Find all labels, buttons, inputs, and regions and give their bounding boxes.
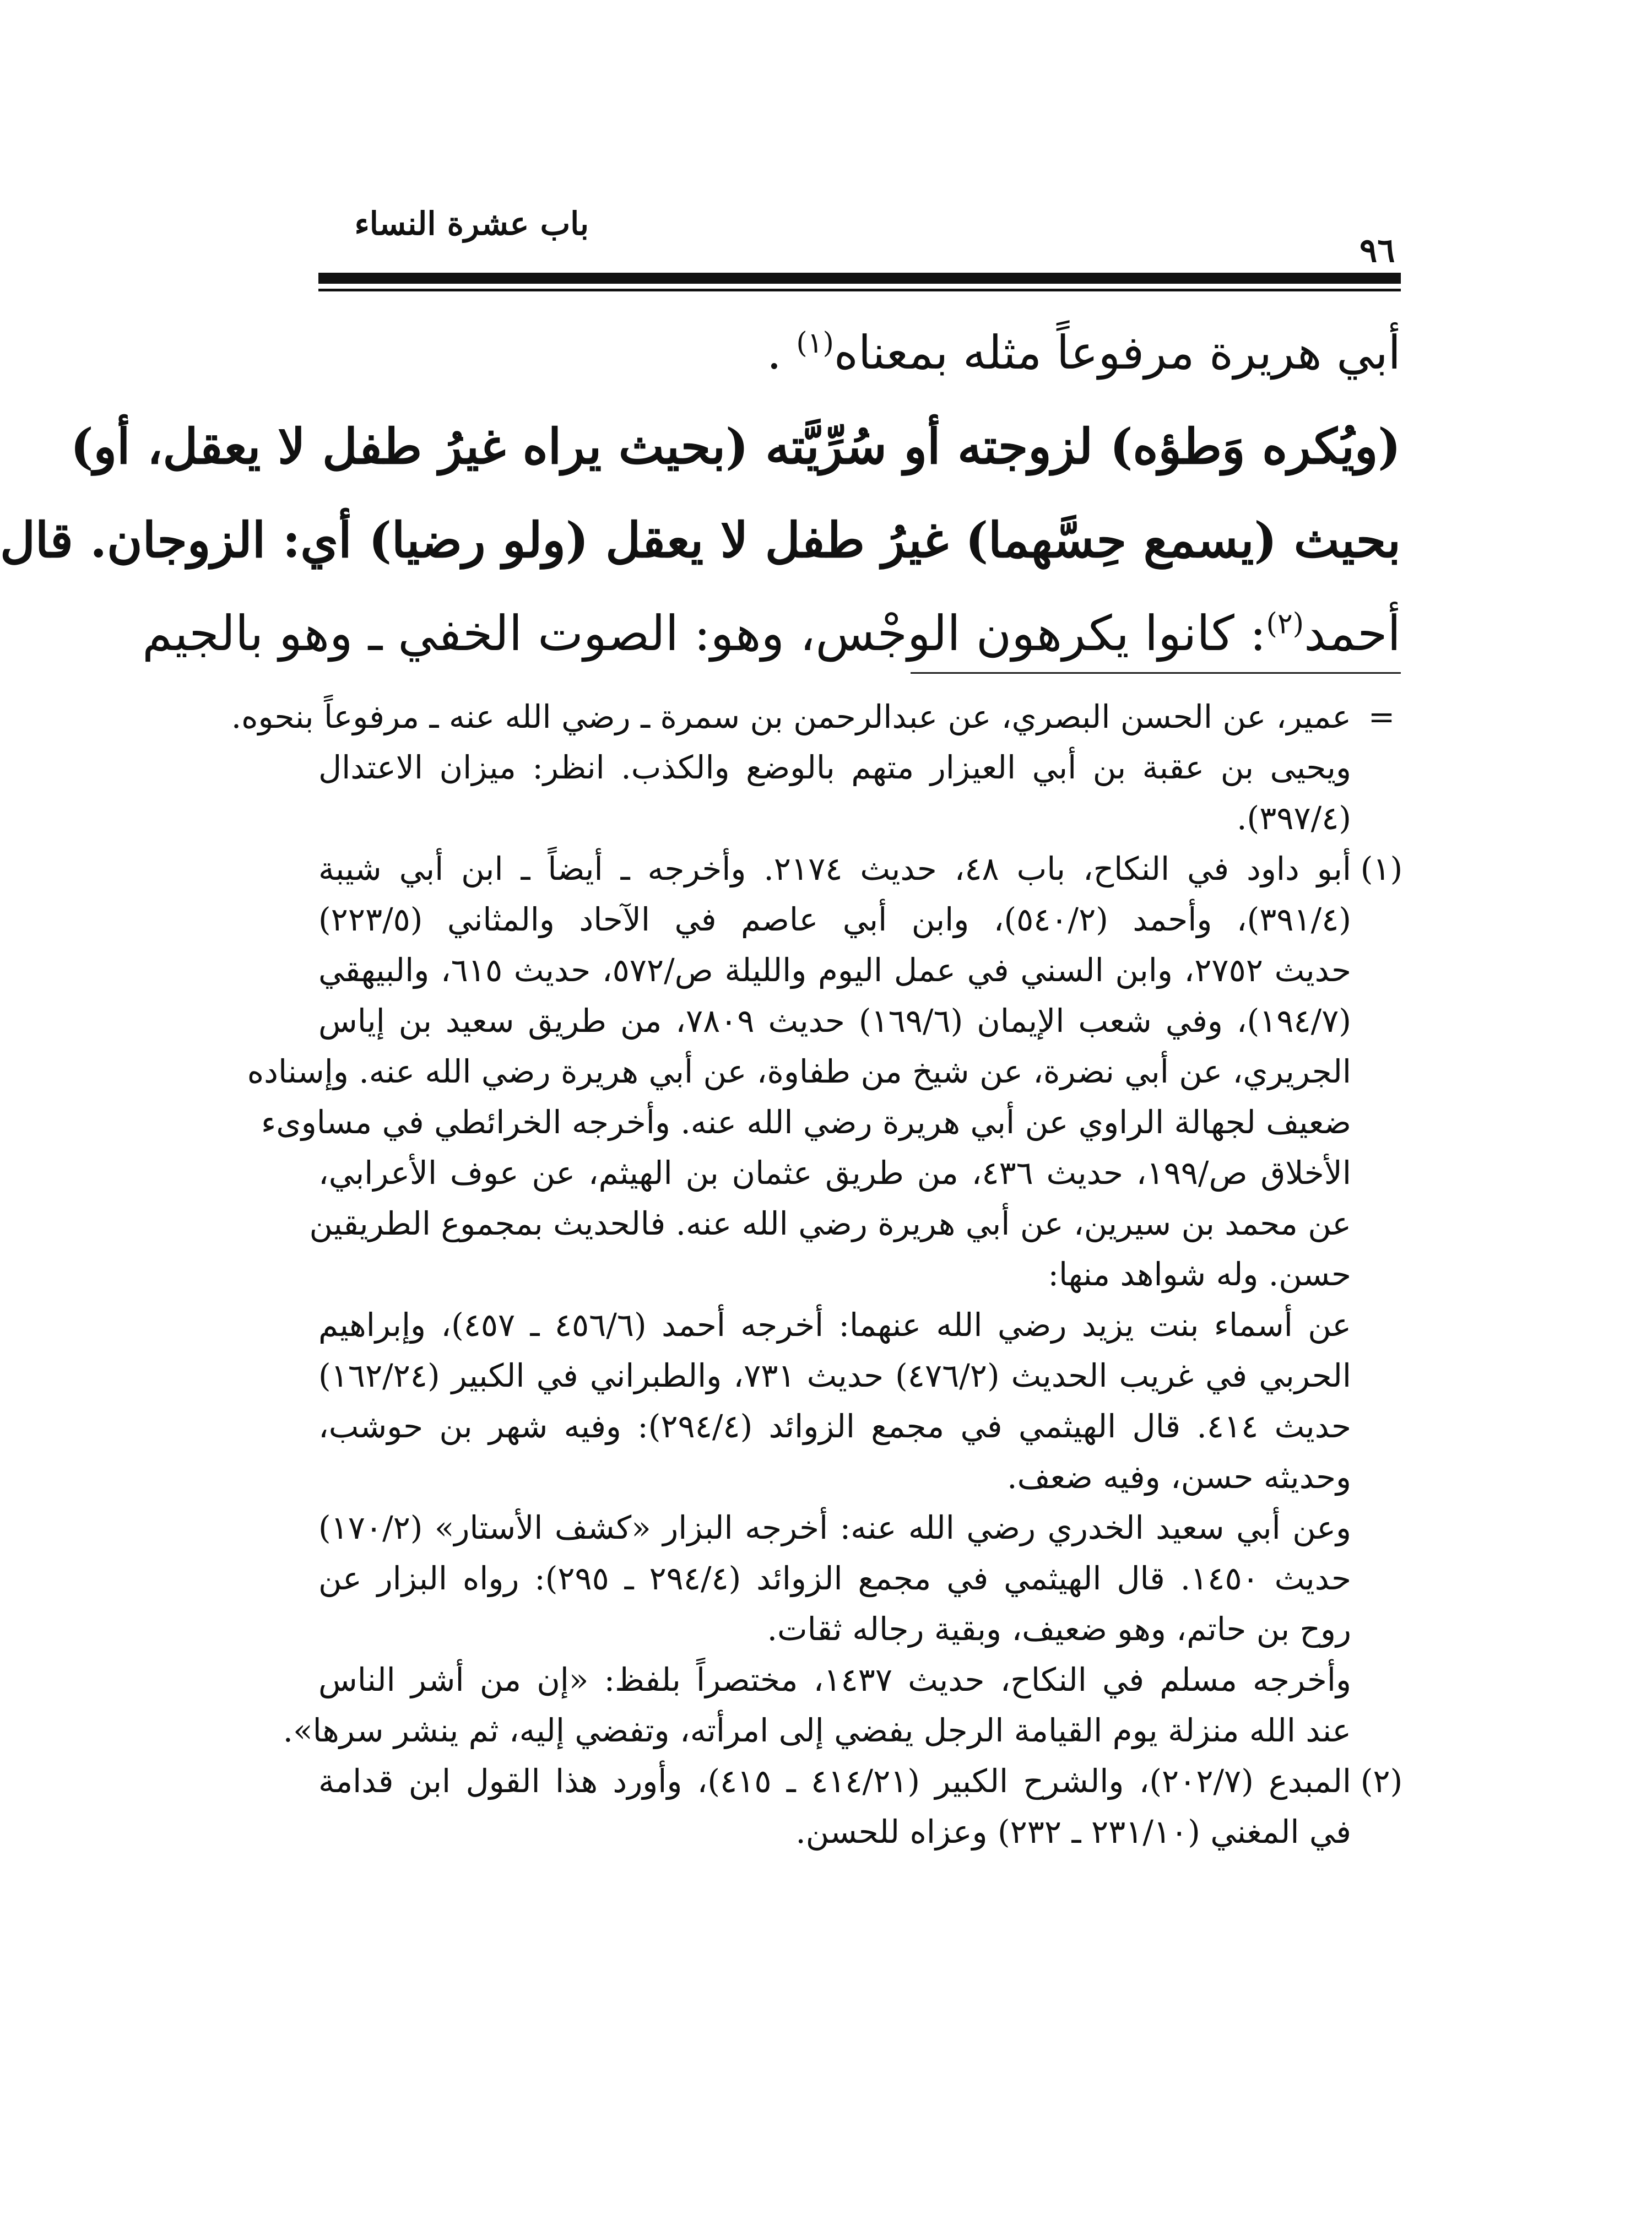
- footnote-line: عمير، عن الحسن البصري، عن عبدالرحمن بن سمرة ـ رضي الله عنه ـ مرفوعاً بنحوه.: [231, 698, 1351, 735]
- footnote-line: حسن. وله شواهد منها:: [1048, 1256, 1351, 1293]
- footnote-ref-2: (٢): [1266, 607, 1304, 641]
- footnote-line: حديث ١٤٥٠. قال الهيثمي في مجمع الزوائد (٢٩٤/٤ ـ ٢٩٥): رواه البزار عن: [318, 1560, 1351, 1597]
- continuation-mark: =: [1368, 698, 1395, 735]
- footnote-line: عن أسماء بنت يزيد رضي الله عنهما: أخرجه أحمد (٤٥٦/٦ ـ ٤٥٧)، وإبراهيم: [318, 1306, 1351, 1344]
- running-title: باب عشرة النساء: [354, 205, 589, 242]
- main-line-1-text: أبي هريرة مرفوعاً مثله بمعناه: [833, 326, 1401, 380]
- footnote-line: روح بن حاتم، وهو ضعيف، وبقية رجاله ثقات.: [767, 1610, 1351, 1648]
- footnotes: [231, 691, 1403, 1857]
- footnote-1-mark: (١): [1360, 850, 1403, 888]
- footnote-line: عن محمد بن سيرين، عن أبي هريرة رضي الله عنه. فالحديث بمجموع الطريقين: [309, 1205, 1351, 1242]
- footnote-line: وحديثه حسن، وفيه ضعف.: [1007, 1458, 1351, 1496]
- footnote-2-mark: (٢): [1360, 1762, 1403, 1800]
- footnote-line: وأخرجه مسلم في النكاح، حديث ١٤٣٧، مختصراً بلفظ: «إن من أشر الناس: [318, 1661, 1351, 1698]
- footnote-1: [247, 843, 1403, 1756]
- footnote-line: أبو داود في النكاح، باب ٤٨، حديث ٢١٧٤. وأخرجه ـ أيضاً ـ ابن أبي شيبة: [318, 850, 1351, 888]
- footnote-line: ضعيف لجهالة الراوي عن أبي هريرة رضي الله عنه. وأخرجه الخرائطي في مساوىء: [261, 1103, 1351, 1141]
- main-line-1-end: .: [766, 326, 782, 380]
- header-rule: [318, 273, 1401, 284]
- footnote-2: [318, 1756, 1401, 1857]
- main-line-3: بحيث (يسمع حِسَّهما) غيرُ طفل لا يعقل (ولو رضيا) أي: الزوجان. قال: [0, 511, 1401, 569]
- footnote-line: ويحيى بن عقبة بن أبي العيزار متهم بالوضع والكذب. انظر: ميزان الاعتدال: [318, 749, 1351, 786]
- footnote-line: في المغني (٢٣١/١٠ ـ ٢٣٢) وعزاه للحسن.: [795, 1813, 1351, 1851]
- footnote-line: الجريري، عن أبي نضرة، عن شيخ من طفاوة، عن أبي هريرة رضي الله عنه. وإسناده: [247, 1053, 1351, 1090]
- footnote-line: وعن أبي سعيد الخدري رضي الله عنه: أخرجه البزار «كشف الأستار» (١٧٠/٢): [318, 1509, 1351, 1546]
- header-rule-thin: [318, 289, 1401, 291]
- main-text: [0, 306, 1401, 680]
- footnote-ref-1: (١): [796, 327, 834, 360]
- page-number: ٩٦: [1359, 231, 1395, 270]
- footnote-line: المبدع (٢٠٢/٧)، والشرح الكبير (٤١٤/٢١ ـ ٤١٥)، وأورد هذا القول ابن قدامة: [318, 1762, 1351, 1800]
- main-line-4: [142, 587, 1401, 680]
- main-line-2: (ويُكره وَطؤه) لزوجته أو سُرِّيَّته (بحيث يراه غيرُ طفل لا يعقل، أو): [70, 418, 1401, 475]
- footnote-separator: [911, 672, 1401, 674]
- main-line-4-start: أحمد: [1304, 605, 1401, 662]
- footnote-line: الحربي في غريب الحديث (٤٧٦/٢) حديث ٧٣١، والطبراني في الكبير (١٦٢/٢٤): [318, 1357, 1351, 1394]
- main-line-4-rest: : كانوا يكرهون الوجْس، وهو: الصوت الخفي ـ وهو بالجيم: [142, 605, 1266, 662]
- footnote-line: (١٩٤/٧)، وفي شعب الإيمان (١٦٩/٦) حديث ٧٨٠٩، من طريق سعيد بن إياس: [318, 1002, 1351, 1040]
- footnote-line: الأخلاق ص/١٩٩، حديث ٤٣٦، من طريق عثمان بن الهيثم، عن عوف الأعرابي،: [318, 1154, 1351, 1192]
- footnote-line: (٣٩٧/٤).: [1237, 799, 1351, 837]
- footnote-line: حديث ٢٧٥٢، وابن السني في عمل اليوم والليلة ص/٥٧٢، حديث ٦١٥، والبيهقي: [318, 951, 1351, 989]
- footnote-line: حديث ٤١٤. قال الهيثمي في مجمع الزوائد (٢٩٤/٤): وفيه شهر بن حوشب،: [318, 1408, 1351, 1445]
- footnote-continuation: [231, 691, 1401, 843]
- main-line-1: [318, 306, 1401, 399]
- footnote-line: (٣٩١/٤)، وأحمد (٥٤٠/٢)، وابن أبي عاصم في الآحاد والمثاني (٢٢٣/٥): [318, 901, 1351, 938]
- footnote-line: عند الله منزلة يوم القيامة الرجل يفضي إلى امرأته، وتفضي إليه، ثم ينشر سرها».: [283, 1712, 1351, 1749]
